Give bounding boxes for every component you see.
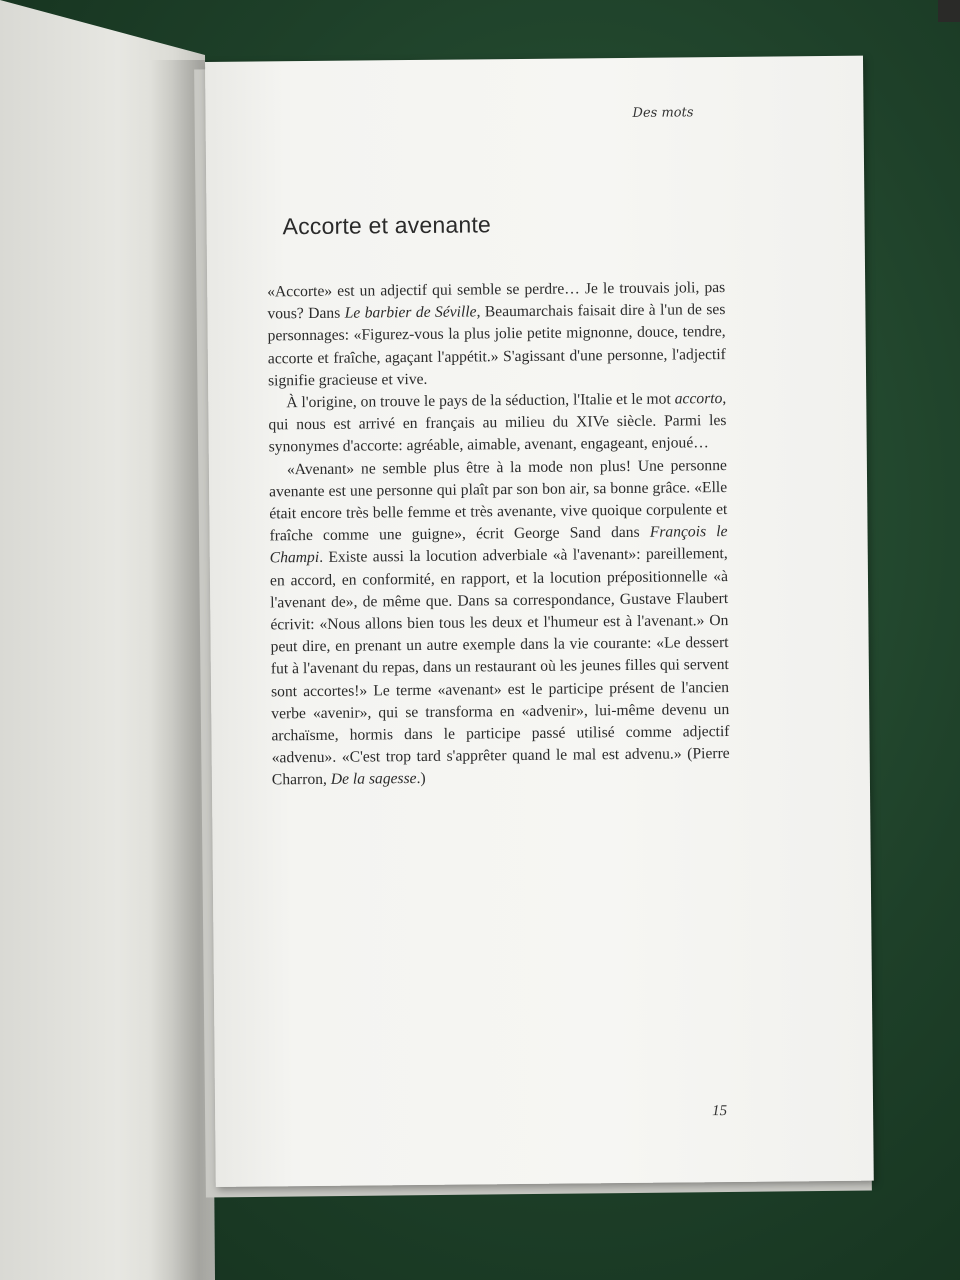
italic-title: De la sagesse (330, 770, 417, 789)
text-run: «Avenant» ne semble plus être à la mode non plus! Une personne avenante est une personne qui plaît par son bon air, sa bonne grâce. «Elle était encore très belle femme et très avenante, vive quoique corpulente et fraîche comme une guigne», écrit George Sand dans (269, 456, 728, 545)
paragraph (267, 277, 726, 392)
book-page (205, 56, 874, 1187)
text-run: . Existe aussi la locution adverbiale «à l'avenant»: pareillement, en accord, en conformité, en rapport, et la locution prépositionnelle «à l'avenant de», de même que. Dans sa correspondance, Gustave Flaubert écrivit: «Nous allons bien tous les deux et l'humeur est à l'avenant.» On peut dire, en prenant un autre exemple dans la vie courante: «Le dessert fut à l'avenant du repas, dans un restaurant où les jeunes filles qui servent sont accortes!» Le terme «avenant» est le participe présent de l'ancien verbe «avenir», qui se transforma en «advenir», lui-même devenu un archaïsme, hormis dans le participe passé utilisé comme adjectif «advenu». «C'est trop tard s'apprêter quand le mal est advenu.» (Pierre Charron, (269, 545, 730, 789)
italic-title: Le barbier de Séville (344, 303, 477, 322)
text-run: , qui nous est arrivé en français au milieu du XIVe siècle. Parmi les synonymes d'accorte: agréable, aimable, avenant, engageant, enjoué… (268, 390, 727, 456)
text-run: «Accorte» est un adjectif qui semble se perdre… Je le trouvais joli, pas vous? Dans (267, 279, 726, 323)
body-text (267, 277, 730, 792)
text-run: , Beaumarchais faisait dire à l'un de ses personnages: «Figurez-vous la plus jolie petite mignonne, douce, tendre, accorte et fraîche, agaçant l'appétit.» S'agissant d'une personne, l'adjectif signifie gracieuse et vive. (267, 301, 726, 390)
paragraph (268, 388, 727, 459)
section-title: Accorte et avenante (282, 211, 492, 240)
text-run: À l'origine, on trouve le pays de la séduction, l'Italie et le mot (286, 390, 675, 412)
italic-title: François le Champi (269, 523, 728, 567)
background-corner (938, 0, 960, 22)
text-run: .) (416, 770, 426, 788)
italic-title: accorto (674, 390, 723, 408)
paragraph (269, 455, 730, 792)
running-head: Des mots (632, 105, 694, 121)
page-number: 15 (712, 1103, 728, 1120)
